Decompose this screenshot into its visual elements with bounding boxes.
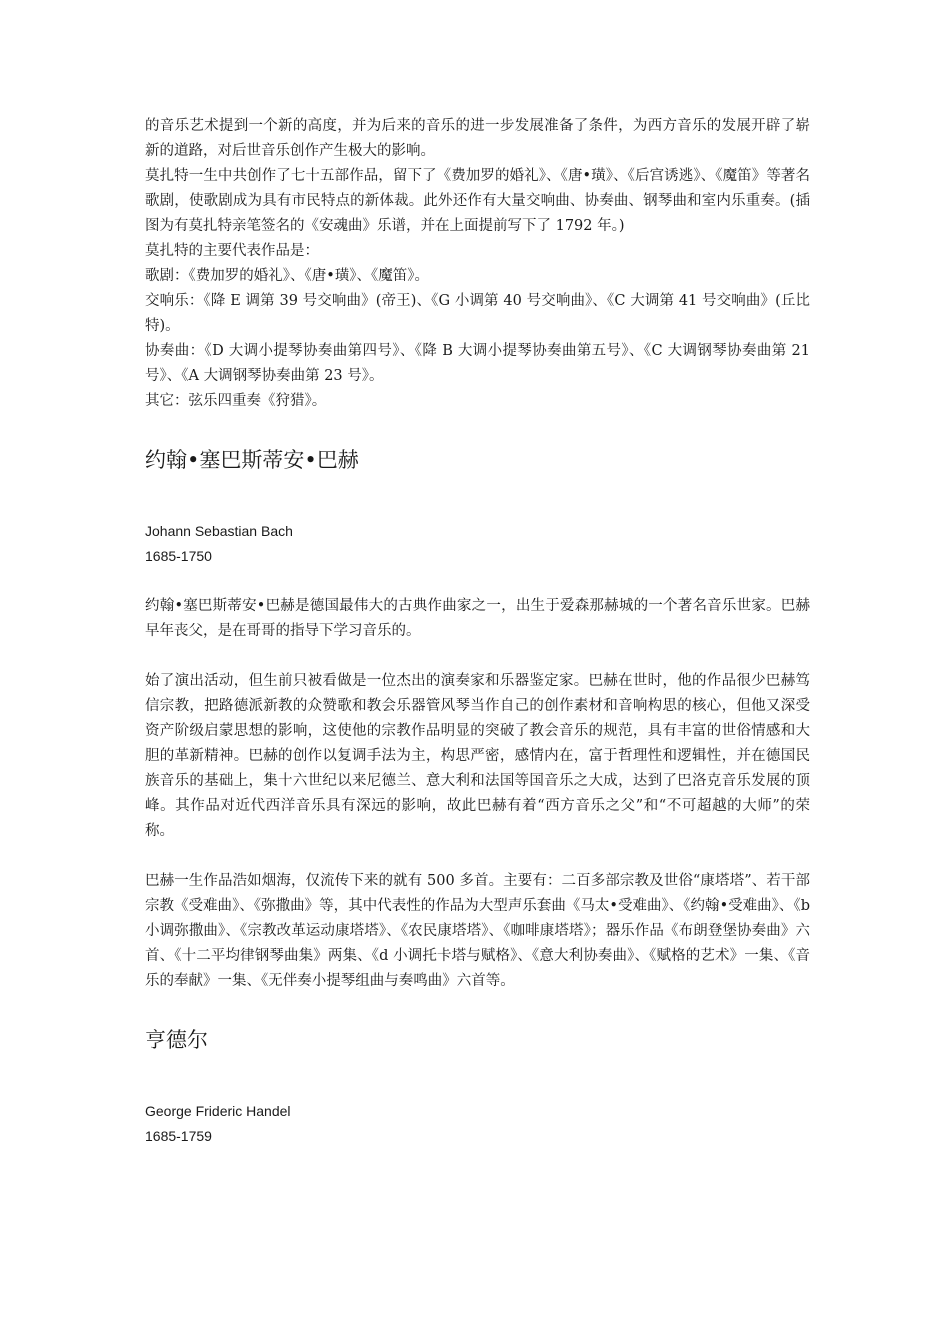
mozart-concerto-line: 协奏曲：《D 大调小提琴协奏曲第四号》、《降 B 大调小提琴协奏曲第五号》、《C 大调钢琴协奏曲第 21 号》、《A 大调钢琴协奏曲第 23 号》。 [145,343,810,384]
mozart-works-paragraph: 莫扎特一生中共创作了七十五部作品，留下了《费加罗的婚礼》、《唐•璜》、《后宫诱逃》、《魔笛》等著名歌剧，使歌剧成为具有市民特点的新体裁。此外还作有大量交响曲、协奏曲、钢琴曲和室内乐重奏。(插图为有莫扎特亲笔签名的《安魂曲》乐谱，并在上面提前写下了 1792 年。) [145,168,810,234]
mozart-opera-line: 歌剧：《费加罗的婚礼》、《唐•璜》、《魔笛》。 [145,268,430,284]
mozart-symphony-line: 交响乐：《降 E 调第 39 号交响曲》(帝王)、《G 小调第 40 号交响曲》、《C 大调第 41 号交响曲》(丘比特)。 [145,293,810,334]
mozart-main-works-title: 莫扎特的主要代表作品是： [145,243,319,259]
handel-heading: 亨德尔 [145,1028,208,1052]
document-page [145,114,810,1149]
bach-paragraph-2: 始了演出活动，但生前只被看做是一位杰出的演奏家和乐器鉴定家。巴赫在世时，他的作品很少巴赫笃信宗教，把路德派新教的众赞歌和教会乐器管风琴当作自己的创作素材和音响构思的核心，但他又深受资产阶级启蒙思想的影响，这使他的宗教作品明显的突破了教会音乐的规范，具有丰富的世俗情感和大胆的革新精神。巴赫的创作以复调手法为主，构思严密，感情内在，富于哲理性和逻辑性，并在德国民族音乐的基础上，集十六世纪以来尼德兰、意大利和法国等国音乐之大成，达到了巴洛克音乐发展的顶峰。其作品对近代西洋音乐具有深远的影响，故此巴赫有着“西方音乐之父”和“不可超越的大师”的荣称。 [145,673,810,839]
bach-name-english: Johann Sebastian Bach [145,523,293,539]
bach-heading: 约翰•塞巴斯蒂安•巴赫 [145,448,359,472]
bach-paragraph-1: 约翰•塞巴斯蒂安•巴赫是德国最伟大的古典作曲家之一，出生于爱森那赫城的一个著名音乐世家。巴赫早年丧父，是在哥哥的指导下学习音乐的。 [145,598,810,639]
bach-paragraph-3: 巴赫一生作品浩如烟海，仅流传下来的就有 500 多首。主要有：二百多部宗教及世俗“康塔塔”、若干部宗教《受难曲》、《弥撒曲》等，其中代表性的作品为大型声乐套曲《马太•受难曲》、《约翰•受难曲》、《b 小调弥撒曲》、《宗教改革运动康塔塔》、《农民康塔塔》、《咖啡康塔塔》；器乐作品《布朗登堡协奏曲》六首、《十二平均律钢琴曲集》两集、《d 小调托卡塔与赋格》、《意大利协奏曲》、《赋格的艺术》一集、《音乐的奉献》一集、《无伴奏小提琴组曲与奏鸣曲》六首等。 [145,873,810,989]
handel-years: 1685-1759 [145,1128,212,1144]
bach-years: 1685-1750 [145,548,212,564]
mozart-other-line: 其它：弦乐四重奏《狩猎》。 [145,393,327,409]
handel-name-english: George Frideric Handel [145,1103,291,1119]
mozart-intro-paragraph: 的音乐艺术提到一个新的高度，并为后来的音乐的进一步发展准备了条件，为西方音乐的发展开辟了崭新的道路，对后世音乐创作产生极大的影响。 [145,118,810,159]
